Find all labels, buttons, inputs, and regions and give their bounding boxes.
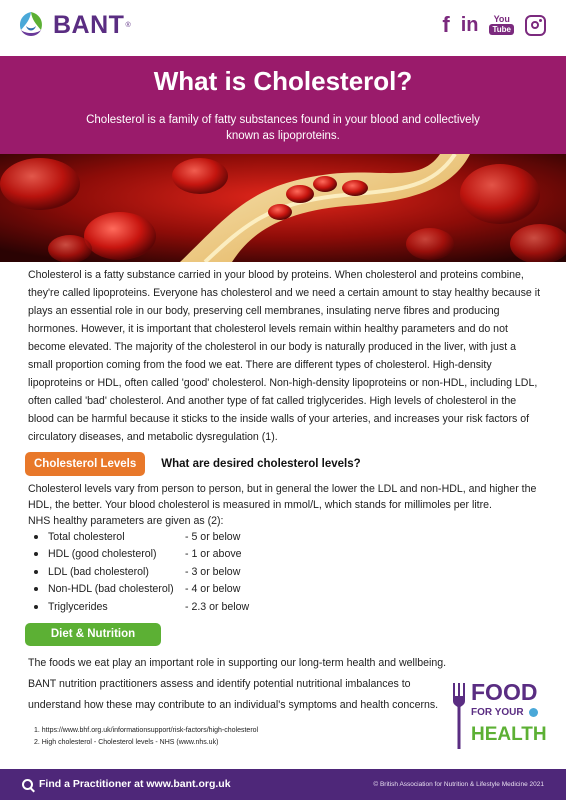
levels-paragraph: Cholesterol levels vary from person to person, but in general the lower the LDL and non-HDL, and higher the HDL, the better. Your blood cholesterol is measured in mmol/L, which stands for millimoles per litre. [28, 483, 537, 511]
bullet-icon [34, 587, 38, 591]
references [34, 725, 258, 749]
cholesterol-levels-pill: Cholesterol Levels [25, 452, 145, 476]
reference-item[interactable]: 2. High cholesterol - Cholesterol levels - NHS (www.nhs.uk) [34, 739, 219, 746]
bant-logo[interactable] [14, 8, 131, 42]
level-name: LDL (bad cholesterol) [48, 565, 149, 578]
find-practitioner-text: Find a Practitioner at www.bant.org.uk [39, 778, 231, 790]
artery-hero-image [0, 154, 566, 262]
nhs-parameters-line: NHS healthy parameters are given as (2): [28, 515, 224, 527]
reference-item[interactable]: 1. https://www.bhf.org.uk/informationsupport/risk-factors/high-cholesterol [34, 727, 259, 734]
fork-icon [452, 683, 466, 749]
level-name: Non-HDL (bad cholesterol) [48, 583, 174, 596]
instagram-icon[interactable] [525, 15, 546, 36]
level-name: HDL (good cholesterol) [48, 548, 157, 561]
page-title: What is Cholesterol? [153, 66, 413, 96]
page-subtitle: Cholesterol is a family of fatty substances found in your blood and collectively known as lipoproteins. [86, 114, 480, 142]
logo-trademark: ® [125, 21, 131, 29]
food-word: FOOD [471, 679, 538, 705]
diet-nutrition-pill: Diet & Nutrition [25, 623, 161, 646]
level-value: - 4 or below [185, 583, 241, 596]
list-item [34, 581, 249, 599]
levels-description [28, 481, 540, 529]
health-word: HEALTH [471, 724, 547, 745]
footer [0, 769, 566, 800]
list-item [34, 598, 249, 616]
bullet-icon [34, 605, 38, 609]
artery-illustration [0, 154, 566, 262]
levels-question: What are desired cholesterol levels? [161, 458, 361, 470]
diet-line: BANT nutrition practitioners assess and identify potential nutritional imbalances to [28, 678, 411, 690]
diet-paragraph [28, 653, 448, 716]
social-links [442, 14, 546, 36]
level-value: - 2.3 or below [185, 600, 250, 613]
for-your-text: FOR YOUR [471, 707, 524, 718]
facebook-icon[interactable]: f [442, 12, 450, 37]
diet-line: The foods we eat play an important role in supporting our long-term health and wellbeing. [28, 657, 447, 669]
level-name: Triglycerides [48, 600, 108, 613]
level-name: Total cholesterol [48, 530, 125, 543]
list-item [34, 546, 249, 564]
for-your-word [471, 707, 538, 719]
bant-logo-icon [14, 8, 48, 42]
logo-text: BANT [53, 10, 125, 39]
diet-line: understand how these may contribute to an individual's symptoms and health concerns. [28, 699, 439, 711]
find-practitioner-link[interactable] [22, 778, 231, 790]
youtube-icon[interactable] [489, 15, 514, 35]
search-icon [22, 779, 33, 790]
linkedin-icon[interactable]: in [460, 14, 479, 36]
header [0, 0, 566, 56]
cholesterol-levels-header [25, 452, 361, 476]
level-value: - 1 or above [185, 548, 242, 561]
levels-list [34, 528, 249, 616]
copyright: © British Association for Nutrition & Lifestyle Medicine 2021 [373, 781, 544, 788]
intro-paragraph: Cholesterol is a fatty substance carried in your blood by proteins. When cholesterol and proteins combine, they're called lipoproteins. Everyone has cholesterol and we need a certain amount to stay healthy because it plays an essential role in our body, preserving cell membranes, insulating nerve fibres and producing hormones. However, it is important that cholesterol levels remain within healthy parameters and do not become elevated. The majority of the cholesterol in our body is naturally produced in the liver, with just a small proportion coming from the food we eat. There are different types of cholesterol. High-density lipoproteins or HDL, often called 'good' cholesterol. Non-high-density lipoproteins or non-HDL, including LDL, often called 'bad' cholesterol. And another type of fat called triglycerides. High levels of cholesterol in the blood can be harmful because it sticks to the inside walls of your arteries, and increases your risk factors of circulatory diseases, and metabolic dysregulation (1). [28, 269, 541, 443]
bullet-icon [34, 570, 38, 574]
list-item [34, 563, 249, 581]
bullet-icon [34, 552, 38, 556]
youtube-icon-top: You [493, 14, 510, 24]
youtube-icon-bottom: Tube [489, 24, 514, 35]
level-value: - 3 or below [185, 565, 241, 578]
level-value: - 5 or below [185, 530, 241, 543]
food-for-your-health-logo [452, 679, 547, 751]
title-banner [0, 56, 566, 154]
bullet-icon [34, 535, 38, 539]
list-item [34, 528, 249, 546]
leaf-icon [529, 708, 538, 717]
